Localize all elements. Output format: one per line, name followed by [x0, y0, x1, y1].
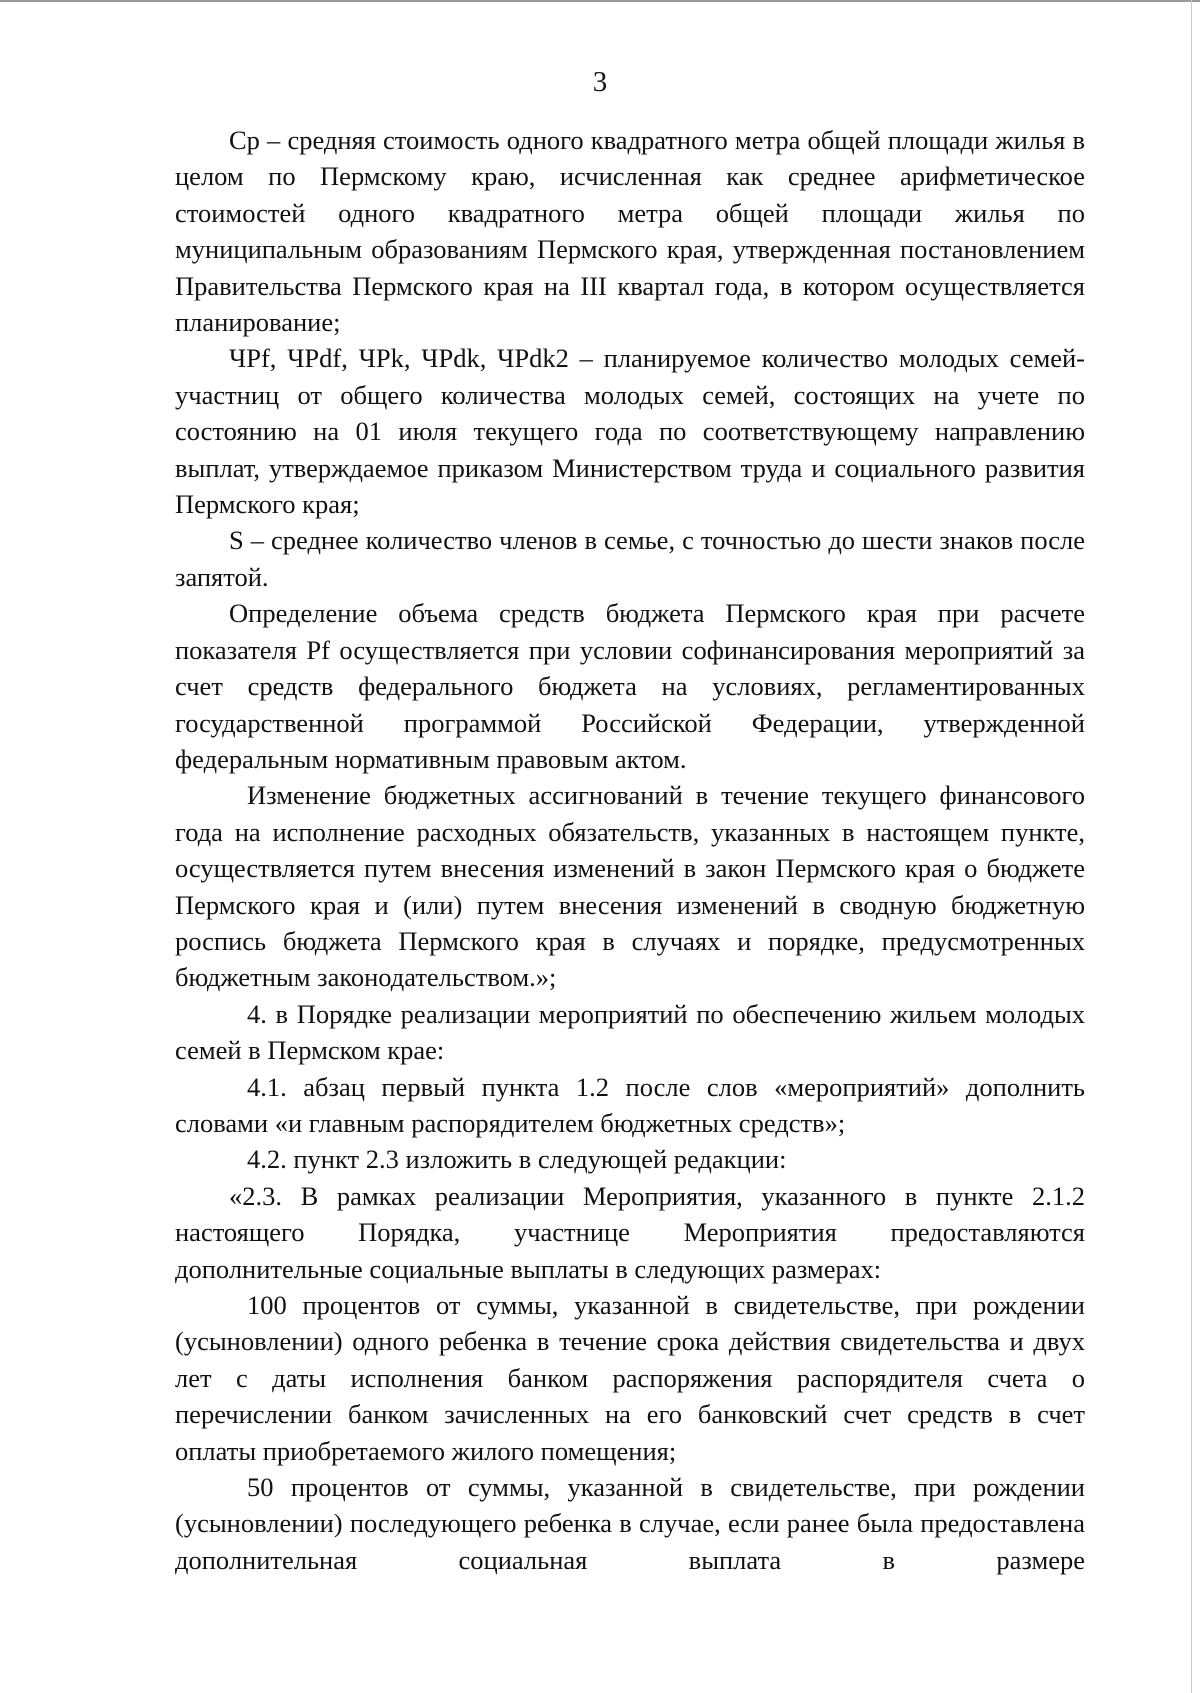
scan-edge [1191, 0, 1192, 1693]
paragraph-item-4-2: 4.2. пункт 2.3 изложить в следующей редакции: [247, 1144, 787, 1175]
paragraph-chp-definition: ЧPf, ЧPdf, ЧPk, ЧPdk, ЧPdk2 – планируемое количество молодых семей-участниц от общего количества молодых семей, состоящих на учете по состоянию на 01 июля текущего года по соответствующему направлению выплат, утверждаемое приказом Министерством труда и социального развития Пермского края; [175, 343, 1085, 520]
paragraph-item-4-1: 4.1. абзац первый пункта 1.2 после слов «мероприятий» дополнить словами «и главным распорядителем бюджетных средств»; [175, 1071, 1085, 1138]
paragraph-100-percent: 100 процентов от суммы, указанной в свидетельстве, при рождении (усыновлении) одного ребенка в течение срока действия свидетельства и двух лет с даты исполнения банком распоряжения распорядителя счета о перечислении банком зачисленных на его банковский счет средств в счет оплаты приобретаемого жилого помещения; [175, 1290, 1085, 1466]
paragraph-50-percent: 50 процентов от суммы, указанной в свидетельстве, при рождении (усыновлении) последующего ребенка в случае, если ранее была предоставлена дополнительная социальная выплата в размере [175, 1472, 1085, 1575]
paragraph-budget-changes: Изменение бюджетных ассигнований в течение текущего финансового года на исполнение расходных обязательств, указанных в настоящем пункте, осуществляется путем внесения изменений в закон Пермского края о бюджете Пермского края и (или) путем внесения изменений в сводную бюджетную роспись бюджета Пермского края в случаях и порядке, предусмотренных бюджетным законодательством.»; [175, 780, 1085, 993]
paragraph-s-definition: S – среднее количество членов в семье, с точностью до шести знаков после запятой. [175, 525, 1085, 592]
page-number: 3 [592, 66, 608, 98]
paragraph-item-2-3: «2.3. В рамках реализации Мероприятия, указанного в пункте 2.1.2 настоящего Порядка, участнице Мероприятия предоставляются дополнительные социальные выплаты в следующих размерах: [175, 1180, 1085, 1284]
paragraph-budget-determination: Определение объема средств бюджета Пермского края при расчете показателя Pf осуществляется при условии софинансирования мероприятий за счет средств федерального бюджета на условиях, регламентированных государственной программой Российской Федерации, утвержденной федеральным нормативным правовым актом. [175, 598, 1085, 774]
scan-edge [0, 0, 1200, 2]
paragraph-cp-definition: Ср – средняя стоимость одного квадратного метра общей площади жилья в целом по Пермскому краю, исчисленная как среднее арифметическое стоимостей одного квадратного метра общей площади жилья по муниципальным образованиям Пермского края, утвержденная постановлением Правительства Пермского края на III квартал года, в котором осуществляется планирование; [175, 125, 1085, 338]
document-body [175, 122, 1085, 1578]
paragraph-item-4: 4. в Порядке реализации мероприятий по обеспечению жильем молодых семей в Пермском крае: [175, 998, 1085, 1066]
